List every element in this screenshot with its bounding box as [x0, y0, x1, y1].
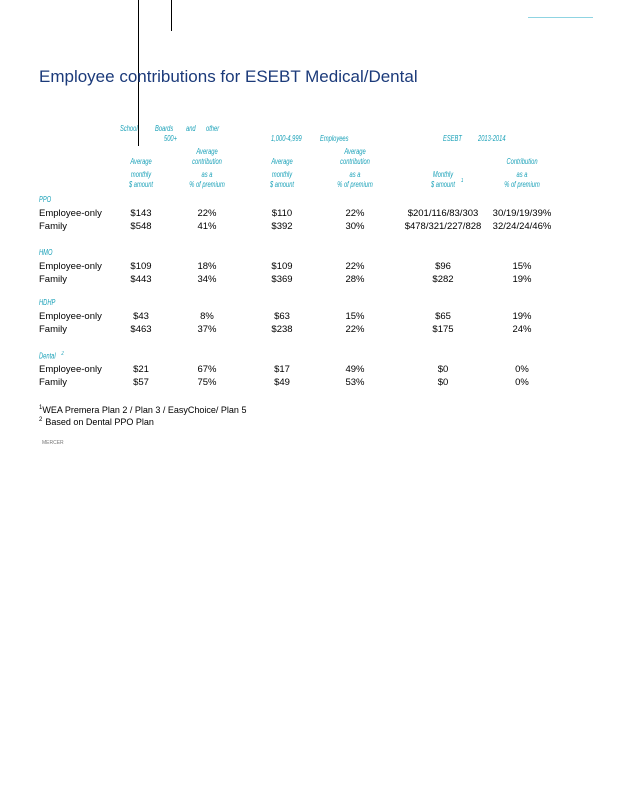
row-label: Employee-only	[39, 364, 102, 375]
column-header-5-l3: $ amount	[430, 180, 456, 189]
table-cell: 19%	[512, 311, 532, 322]
table-cell: $238	[271, 324, 293, 335]
table-row	[0, 311, 618, 324]
header-esebt: ESEBT	[443, 134, 462, 143]
row-label: Family	[39, 221, 67, 232]
table-cell: 30%	[345, 221, 365, 232]
column-header-5-sup: 1	[461, 178, 464, 184]
table-cell: 22%	[345, 208, 365, 219]
column-header-1-l1: Average	[130, 157, 152, 166]
column-header-6-l1: Contribution	[506, 157, 538, 166]
table-cell: 34%	[197, 274, 217, 285]
column-header-2-l2: as a	[201, 170, 213, 179]
column-header-4-l2: as a	[349, 170, 361, 179]
table-row	[0, 324, 618, 337]
table-cell: $478/321/227/828	[404, 221, 482, 232]
header-year: 2013-2014	[478, 134, 506, 143]
table-cell: 0%	[515, 364, 529, 375]
section-heading-hmo: HMO	[39, 248, 53, 257]
table-cell: $21	[133, 364, 149, 375]
table-cell: $96	[435, 261, 451, 272]
table-cell: 30/19/19/39%	[492, 208, 552, 219]
table-cell: $463	[130, 324, 152, 335]
column-header-3-l2: monthly	[271, 170, 293, 179]
table-cell: 18%	[197, 261, 217, 272]
table-row	[0, 261, 618, 274]
top-accent-line	[528, 17, 593, 18]
table-cell: $369	[271, 274, 293, 285]
table-cell: $0	[437, 377, 449, 388]
table-cell: $109	[271, 261, 293, 272]
table-cell: $392	[271, 221, 293, 232]
table-cell: 53%	[345, 377, 365, 388]
header-and: and	[186, 124, 196, 133]
table-row	[0, 208, 618, 221]
footnote-2: $^2$ Based on Dental PPO Plan	[39, 417, 154, 427]
table-cell: $548	[130, 221, 152, 232]
table-cell: $109	[130, 261, 152, 272]
header-school: School	[120, 124, 138, 133]
column-header-5-l2: Monthly	[432, 170, 454, 179]
header-other: other	[206, 124, 220, 133]
table-cell: 41%	[197, 221, 217, 232]
table-cell: 22%	[345, 324, 365, 335]
table-cell: $201/116/83/303	[407, 208, 479, 219]
row-label: Employee-only	[39, 208, 102, 219]
column-header-3-l1: Average	[271, 157, 293, 166]
column-header-6-l2: as a	[516, 170, 528, 179]
header-employees: Employees	[320, 134, 349, 143]
table-cell: 37%	[197, 324, 217, 335]
table-cell: 67%	[197, 364, 217, 375]
row-label: Employee-only	[39, 311, 102, 322]
header-boards: Boards	[155, 124, 174, 133]
table-cell: 8%	[200, 311, 214, 322]
column-header-2-l1: contribution	[192, 157, 222, 166]
footnote-1: $^1$WEA Premera Plan 2 / Plan 3 / EasyChoice/ Plan 5	[39, 405, 247, 415]
page-title: Employee contributions for ESEBT Medical/Dental	[39, 67, 418, 86]
source-label: MERCER	[42, 440, 64, 446]
table-cell: $175	[432, 324, 454, 335]
row-label: Family	[39, 274, 67, 285]
table-cell: $63	[274, 311, 290, 322]
section-heading-ppo: PPO	[39, 195, 52, 204]
table-cell: $0	[437, 364, 449, 375]
table-cell: 0%	[515, 377, 529, 388]
column-header-6-l3: % of premium	[504, 180, 540, 189]
table-cell: 32/24/24/46%	[492, 221, 552, 232]
column-header-2-l0: Average	[196, 147, 218, 156]
table-cell: $65	[435, 311, 451, 322]
column-header-4-l0: Average	[344, 147, 366, 156]
section-heading-hdhp: HDHP	[39, 298, 56, 307]
column-header-1-l2: monthly	[130, 170, 152, 179]
table-cell: $49	[274, 377, 290, 388]
row-label: Employee-only	[39, 261, 102, 272]
table-cell: 28%	[345, 274, 365, 285]
table-cell: $17	[274, 364, 290, 375]
table-cell: $43	[133, 311, 149, 322]
vertical-rule-2	[171, 0, 172, 31]
table-cell: 22%	[197, 208, 217, 219]
table-cell: 75%	[197, 377, 217, 388]
table-cell: 15%	[345, 311, 365, 322]
table-cell: 24%	[512, 324, 532, 335]
row-label: Family	[39, 324, 67, 335]
header-1000-4999: 1,000-4,999	[271, 134, 302, 143]
column-header-3-l3: $ amount	[269, 180, 295, 189]
section-heading-dental: Dental $^2$	[39, 351, 64, 361]
table-row	[0, 221, 618, 234]
table-cell: $443	[130, 274, 152, 285]
table-cell: $57	[133, 377, 149, 388]
table-row	[0, 274, 618, 287]
column-header-4-l3: % of premium	[337, 180, 373, 189]
header-500: 500+	[164, 134, 177, 143]
table-cell: $282	[432, 274, 454, 285]
table-cell: 49%	[345, 364, 365, 375]
column-header-1-l3: $ amount	[128, 180, 154, 189]
table-row	[0, 377, 618, 390]
table-cell: 15%	[512, 261, 532, 272]
table-row	[0, 364, 618, 377]
row-label: Family	[39, 377, 67, 388]
table-cell: 19%	[512, 274, 532, 285]
table-cell: 22%	[345, 261, 365, 272]
table-cell: $143	[130, 208, 152, 219]
column-header-2-l3: % of premium	[189, 180, 225, 189]
table-cell: $110	[271, 208, 293, 219]
column-header-4-l1: contribution	[340, 157, 370, 166]
